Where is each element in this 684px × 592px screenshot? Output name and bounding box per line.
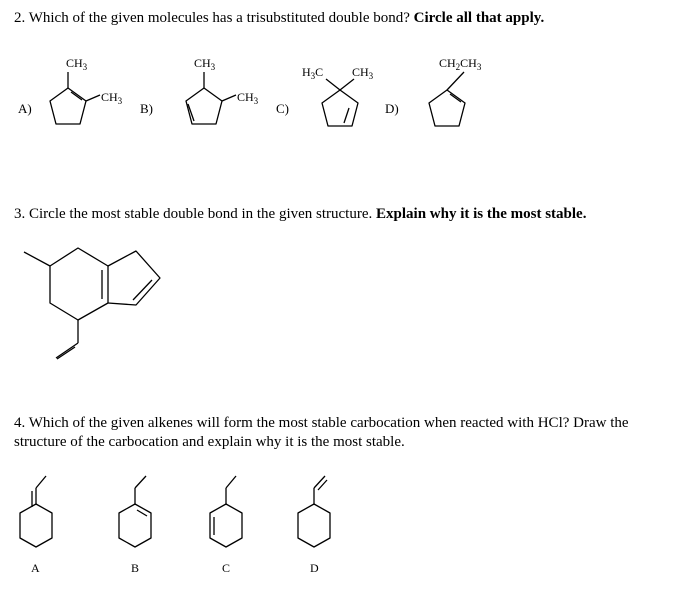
alkene-b[interactable] [119,476,151,575]
alkene-d[interactable] [298,476,330,575]
molecule-b-substituent-2: $CH_3$ [237,90,259,106]
molecule-d[interactable] [385,56,482,126]
molecule-c-substituent-2: $CH_3$ [352,65,374,81]
question-2-emphasis: Circle all that apply. [413,10,545,26]
molecule-a-substituent-2: $CH_3$ [101,90,123,106]
molecule-b-substituent-1: $CH_3$ [194,56,216,72]
alkene-d-label: D [310,561,319,575]
question-2-text: 2. Which of the given molecules has a trisubstituted double bond? [14,10,410,26]
molecule-d-substituent-1: $CH_2CH_3$ [439,56,482,72]
question-3-prompt [14,205,674,224]
question-4-line-1: 4. Which of the given alkenes will form the most stable carbocation when reacted with HCl? Draw the [14,415,629,431]
question-4-line-2: structure of the carbocation and explain why it is the most stable. [14,434,405,450]
molecule-b[interactable] [140,56,259,124]
question-3-emphasis: Explain why it is the most stable. [376,206,587,222]
option-b-label: B) [140,101,153,116]
option-a-label: A) [18,101,32,116]
question-4-prompt [14,414,674,452]
question-3-structure[interactable] [0,235,684,375]
question-2-structures [0,50,684,140]
alkene-b-label: B [131,561,140,575]
question-3-text: 3. Circle the most stable double bond in the given structure. [14,206,373,222]
option-d-label: D) [385,101,399,116]
molecule-c-substituent-1: $H_3C$ [302,65,324,81]
question-2-prompt [14,9,674,28]
question-4-structures [0,470,684,580]
alkene-c[interactable] [210,476,242,575]
option-c-label: C) [276,101,289,116]
molecule-c[interactable] [276,65,374,126]
alkene-a[interactable] [20,476,52,575]
molecule-a-substituent-1: $CH_3$ [66,56,88,72]
alkene-a-label: A [31,561,40,575]
alkene-c-label: C [222,561,231,575]
molecule-a[interactable] [18,56,123,124]
